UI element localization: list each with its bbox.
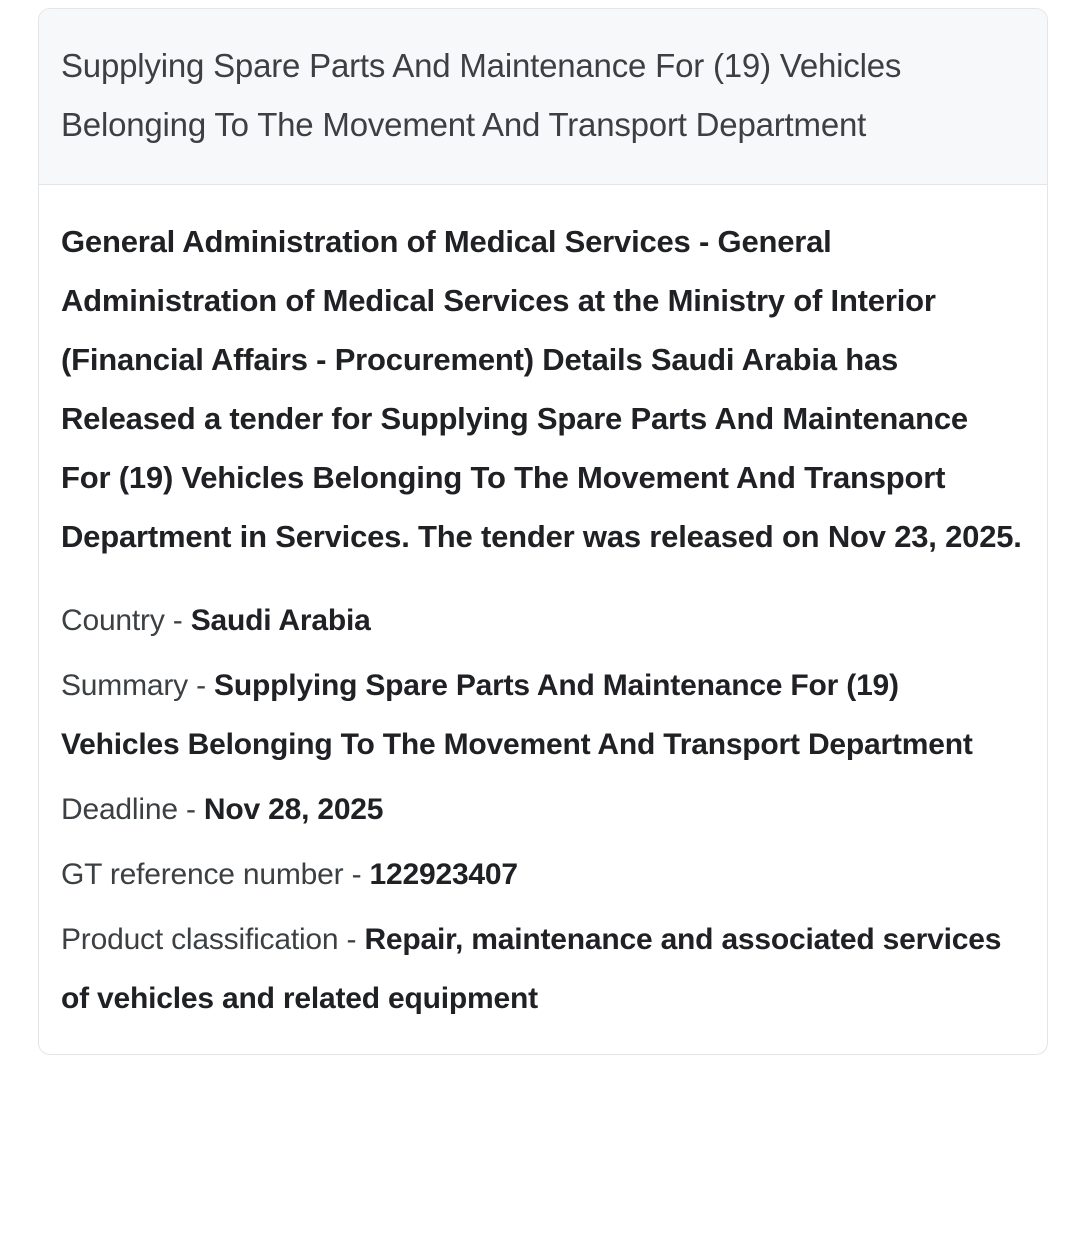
field-summary xyxy=(61,656,1025,774)
field-gt-reference-number xyxy=(61,845,1025,904)
field-summary-label: Summary - xyxy=(61,668,215,702)
field-country-value: Saudi Arabia xyxy=(190,603,371,637)
field-product-classification-label: Product classification - xyxy=(61,923,365,957)
field-summary-value: Supplying Spare Parts And Maintenance For (19) Vehicles Belonging To The Movement And Transport Department xyxy=(61,668,973,761)
tender-description-name: Supplying Spare Parts And Maintenance For (19) Vehicles Belonging To The Movement And Transport Department xyxy=(61,401,968,554)
tender-card-header xyxy=(39,9,1047,185)
tender-title: Supplying Spare Parts And Maintenance For (19) Vehicles Belonging To The Movement And Transport Department xyxy=(61,47,902,143)
field-country xyxy=(61,591,1025,650)
tender-description-suffix: in Services. The tender was released on Nov 23, 2025. xyxy=(231,518,1022,554)
tender-description-prefix: General Administration of Medical Services - General Administration of Medical Services at the Ministry of Interior (Financial Affairs - Procurement) Details Saudi Arabia has Released a tender for xyxy=(61,224,936,437)
field-deadline-value: Nov 28, 2025 xyxy=(203,793,384,827)
field-country-label: Country - xyxy=(61,603,191,637)
field-deadline xyxy=(61,780,1025,839)
field-deadline-label: Deadline - xyxy=(61,793,204,827)
field-product-classification xyxy=(61,910,1025,1028)
tender-card xyxy=(38,8,1048,1055)
field-gt-reference-number-label: GT reference number - xyxy=(61,858,370,892)
tender-card-body xyxy=(39,185,1047,1054)
tender-description xyxy=(61,213,1025,566)
field-gt-reference-number-value: 122923407 xyxy=(369,858,518,892)
field-product-classification-value: Repair, maintenance and associated services of vehicles and related equipment xyxy=(61,923,1002,1016)
